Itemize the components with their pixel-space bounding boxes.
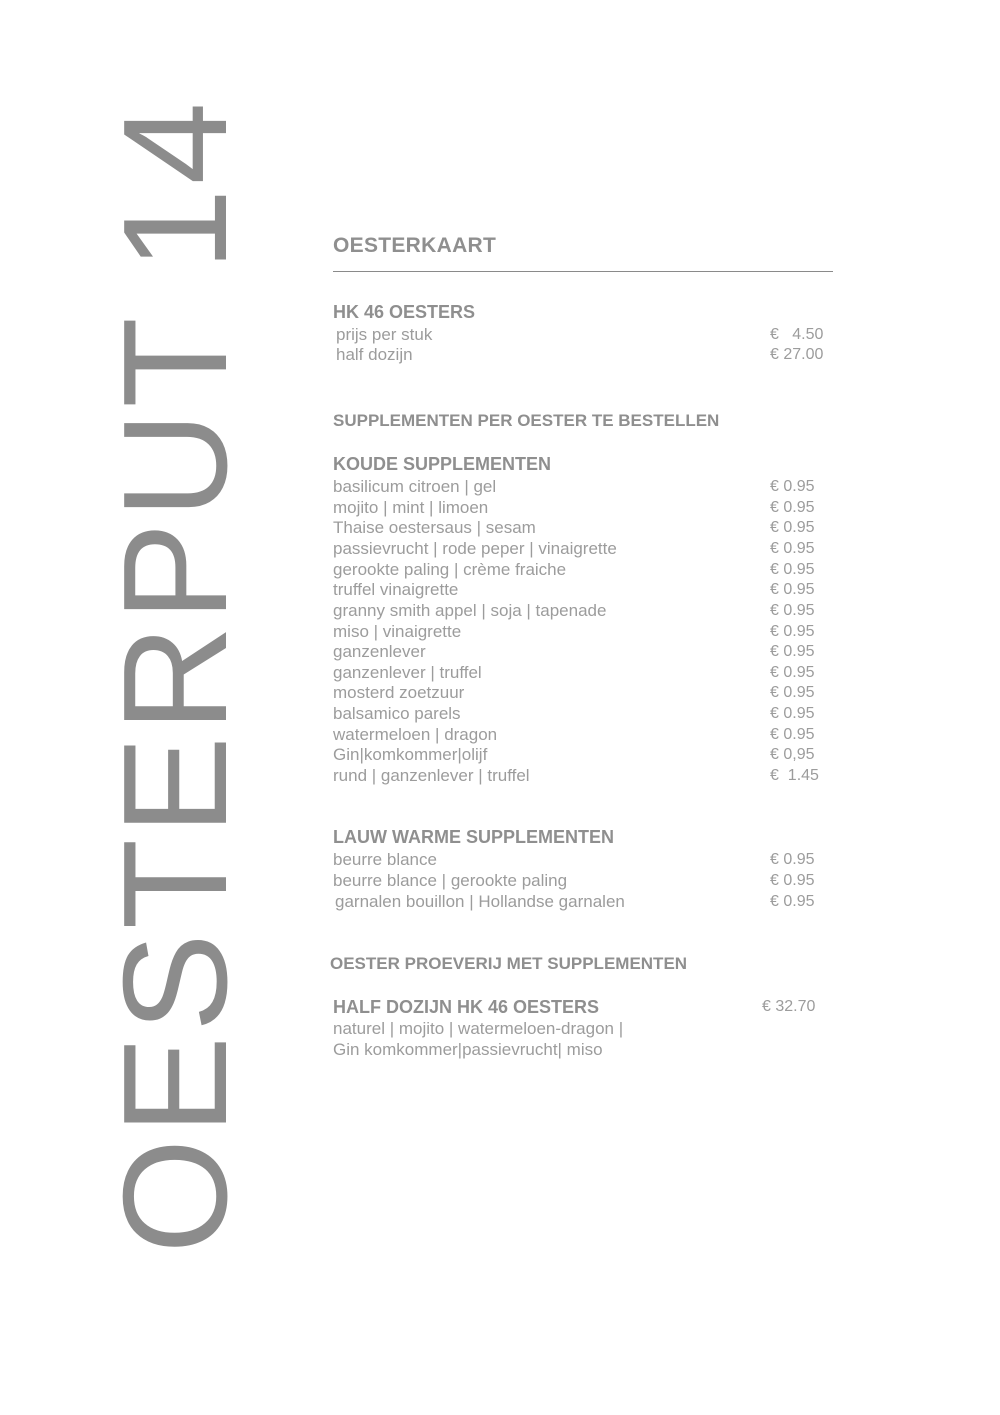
item-label: passievrucht | rode peper | vinaigrette [333, 539, 617, 558]
item-price: € 0.95 [770, 851, 815, 868]
tasting-line: naturel | mojito | watermeloen-dragon | [333, 1019, 624, 1038]
menu-row [333, 662, 833, 683]
item-price: € 0.95 [770, 581, 815, 598]
menu-row [333, 891, 833, 912]
item-label: granny smith appel | soja | tapenade [333, 601, 607, 620]
oysters-heading: HK 46 OESTERS [333, 302, 476, 322]
tasting-dish: HALF DOZIJN HK 46 OESTERS [333, 997, 600, 1017]
menu-row [333, 765, 833, 786]
item-label: Thaise oestersaus | sesam [333, 518, 536, 537]
cold-heading: KOUDE SUPPLEMENTEN [333, 454, 552, 474]
item-price: € 0.95 [770, 478, 815, 495]
item-label: balsamico parels [333, 704, 461, 723]
supplements-heading: SUPPLEMENTEN PER OESTER TE BESTELLEN [333, 411, 720, 430]
item-price: € 0.95 [770, 561, 815, 578]
menu-row [333, 517, 833, 538]
item-price: € 0.95 [770, 684, 815, 701]
tasting-heading: OESTER PROEVERIJ MET SUPPLEMENTEN [330, 954, 688, 973]
page-title: OESTERKAART [333, 234, 497, 257]
item-label: watermeloen | dragon [333, 725, 498, 744]
item-label: beurre blance | gerookte paling [333, 871, 568, 890]
menu-row [333, 538, 833, 559]
item-price: € 0.95 [770, 643, 815, 660]
item-label: rund | ganzenlever | truffel [333, 766, 530, 785]
warm-heading: LAUW WARME SUPPLEMENTEN [333, 827, 614, 847]
item-label: mojito | mint | limoen [333, 498, 489, 517]
item-price: € 0.95 [770, 726, 815, 743]
item-price: € 27.00 [770, 346, 824, 363]
menu-row [333, 849, 833, 870]
menu-row [333, 621, 833, 642]
item-label: ganzenlever [333, 642, 426, 661]
item-label: basilicum citroen | gel [333, 477, 497, 496]
menu-row [333, 579, 833, 600]
menu-row [333, 497, 833, 518]
item-label: beurre blance [333, 850, 437, 869]
item-label: prijs per stuk [336, 325, 433, 344]
item-label: garnalen bouillon | Hollandse garnalen [335, 892, 625, 911]
tasting-price: € 32.70 [762, 998, 816, 1015]
item-price: € 0.95 [770, 540, 815, 557]
menu-row [333, 324, 833, 345]
item-price: € 0.95 [770, 705, 815, 722]
menu-row [333, 600, 833, 621]
menu-row [333, 476, 833, 497]
menu-row [333, 744, 833, 765]
item-label: half dozijn [336, 345, 413, 364]
item-label: ganzenlever | truffel [333, 663, 482, 682]
menu-row [333, 559, 833, 580]
item-price: € 0,95 [770, 746, 815, 763]
menu-row [333, 344, 833, 365]
item-label: truffel vinaigrette [333, 580, 459, 599]
menu-row [333, 703, 833, 724]
item-price: € 1.45 [770, 767, 819, 784]
tasting-line: Gin komkommer|passievrucht| miso [333, 1040, 603, 1059]
item-label: mosterd zoetzuur [333, 683, 465, 702]
menu-row [333, 682, 833, 703]
item-price: € 0.95 [770, 893, 815, 910]
item-price: € 0.95 [770, 499, 815, 516]
item-label: gerookte paling | crème fraiche [333, 560, 567, 579]
item-label: miso | vinaigrette [333, 622, 462, 641]
item-price: € 0.95 [770, 519, 815, 536]
menu-row [333, 641, 833, 662]
title-divider [333, 271, 833, 272]
menu-row [333, 870, 833, 891]
item-price: € 0.95 [770, 664, 815, 681]
item-price: € 0.95 [770, 623, 815, 640]
item-price: € 4.50 [770, 326, 824, 343]
item-label: Gin|komkommer|olijf [333, 745, 488, 764]
item-price: € 0.95 [770, 602, 815, 619]
menu-row [333, 724, 833, 745]
brand-title: OESTERPUT 14 [93, 98, 258, 1254]
item-price: € 0.95 [770, 872, 815, 889]
